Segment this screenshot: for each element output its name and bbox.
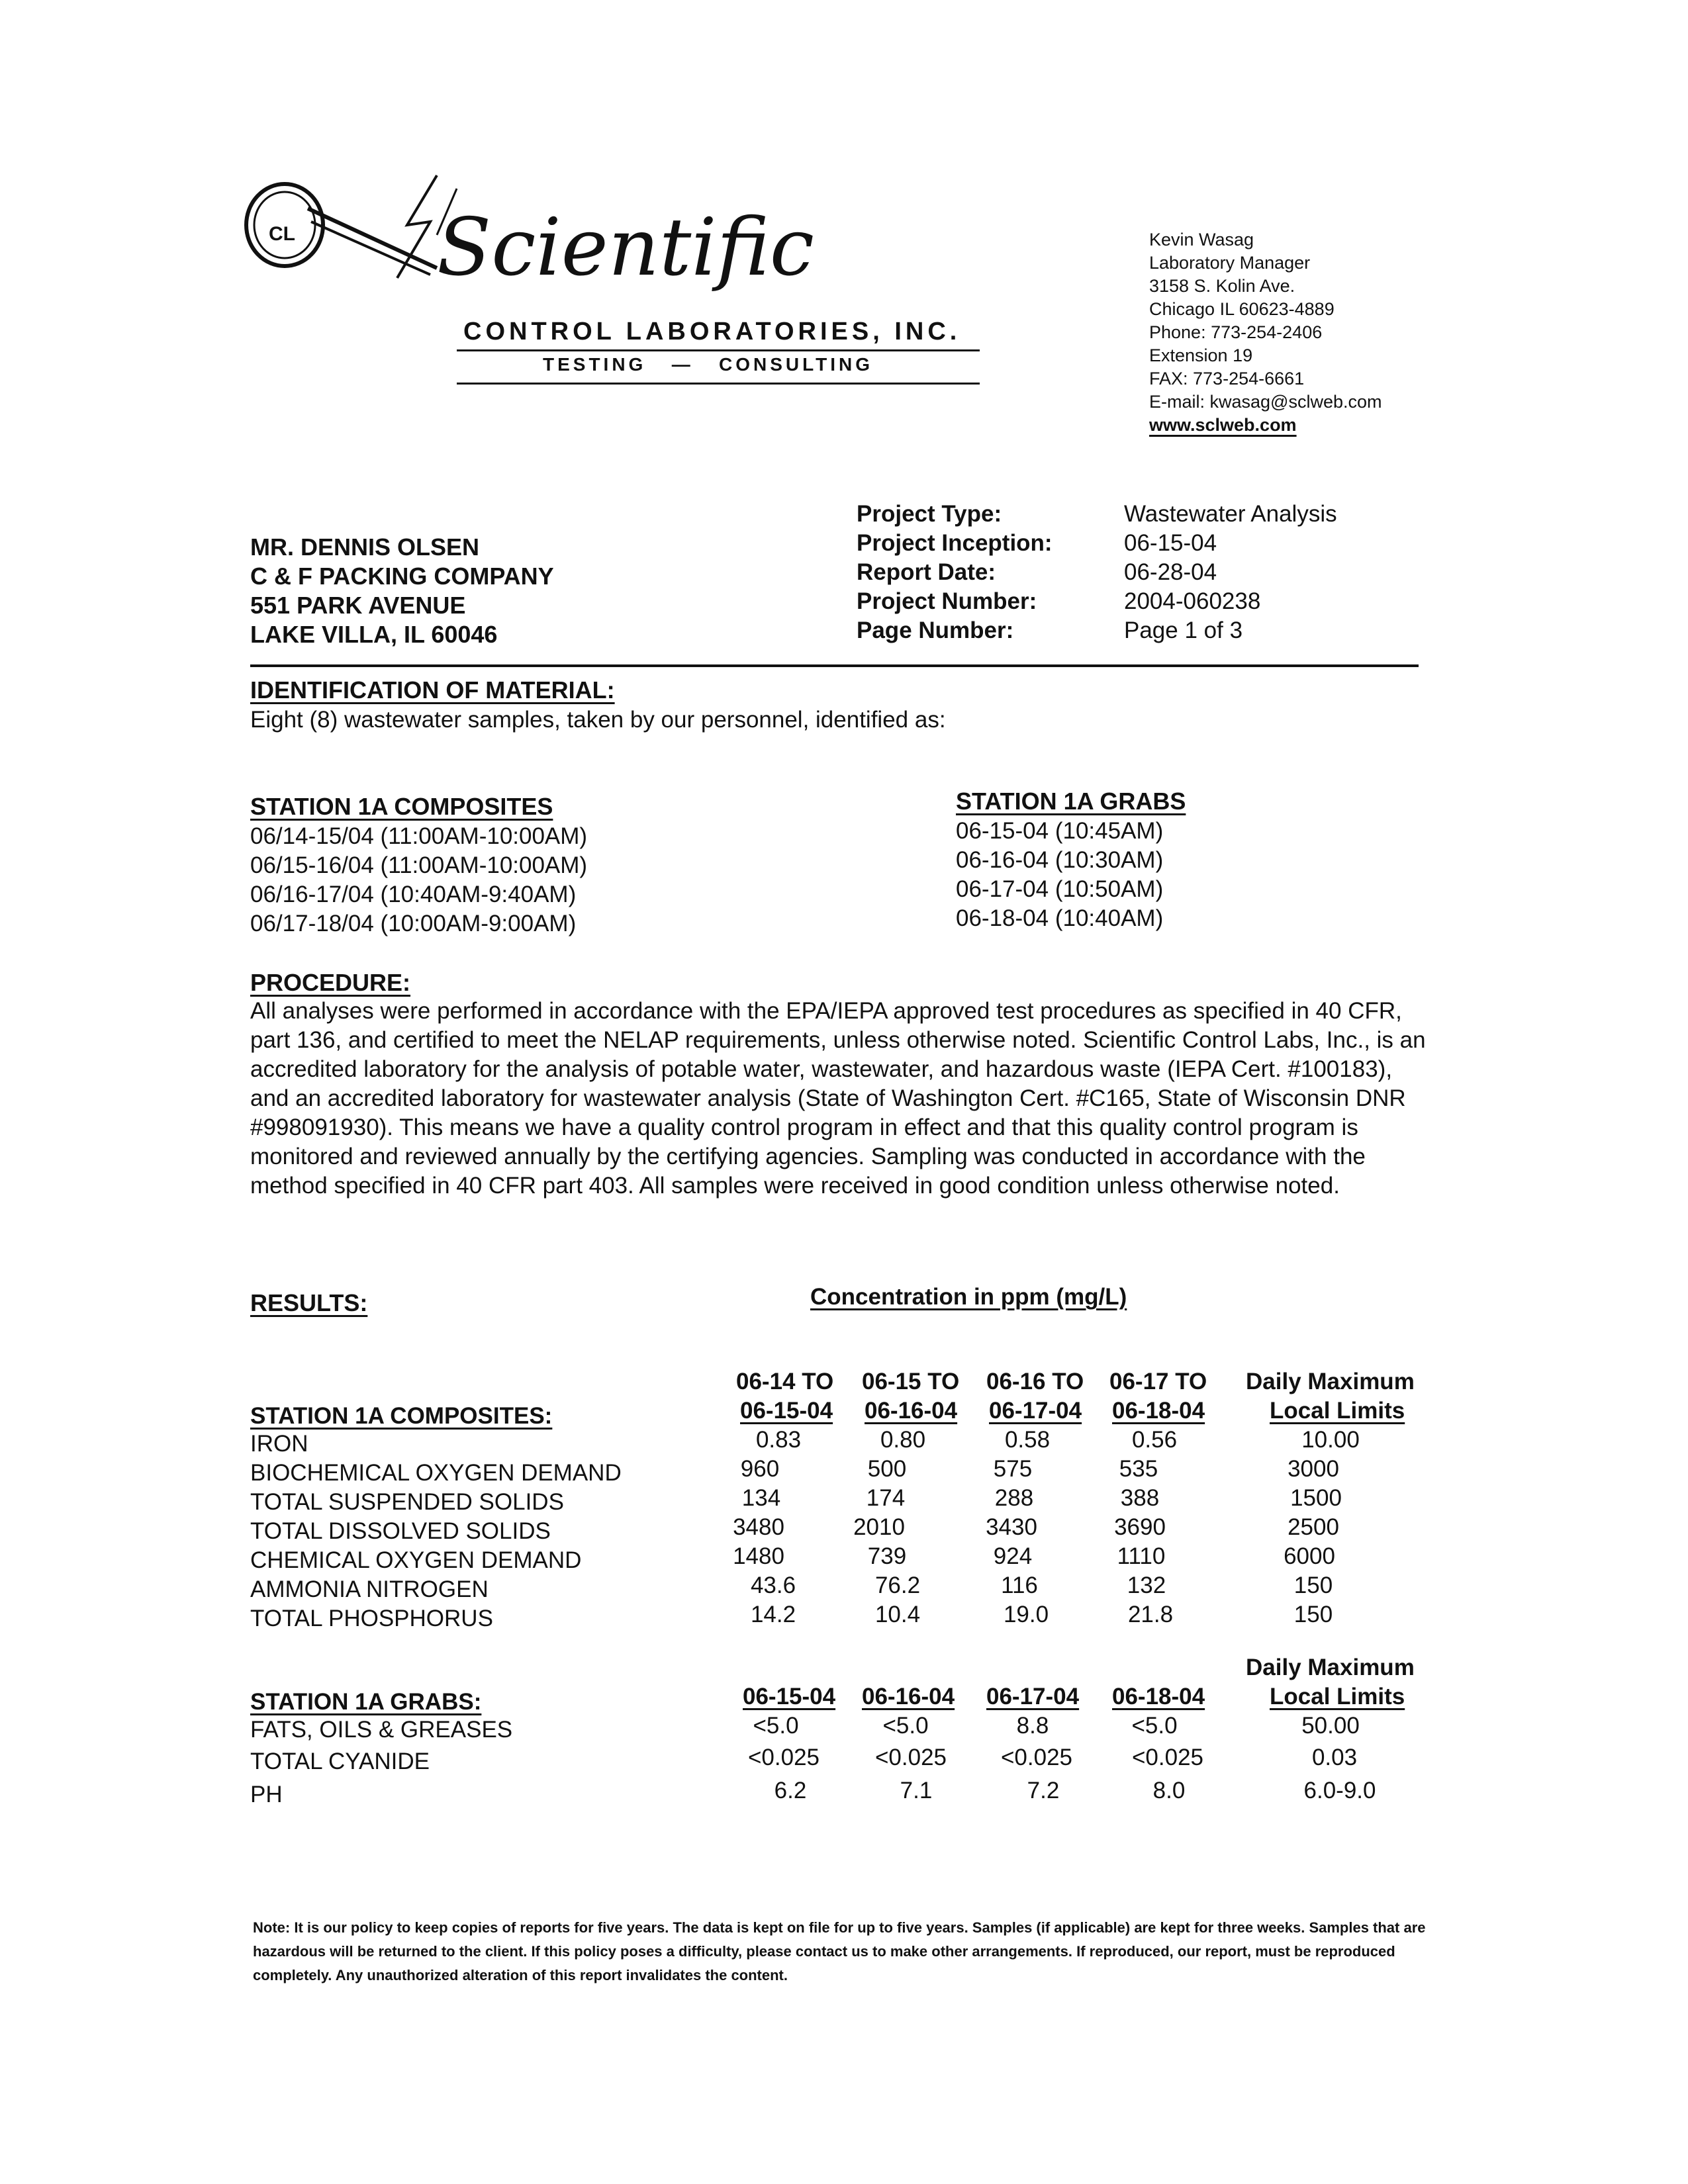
header-divider: [250, 664, 1419, 667]
table-cell: 14.2: [750, 1602, 796, 1627]
table-cell: 0.56: [1131, 1427, 1178, 1453]
project-labels: [857, 500, 1053, 645]
table-cell: 575: [993, 1456, 1033, 1482]
composites-sample-list: [250, 793, 587, 938]
table-cell: 0.58: [1004, 1427, 1051, 1453]
comp-col3-bottom: 06-17-04: [989, 1398, 1082, 1424]
table-cell: 6000: [1284, 1543, 1335, 1569]
identification-heading: IDENTIFICATION OF MATERIAL:: [250, 676, 615, 704]
table-cell: 739: [867, 1543, 907, 1569]
table-cell: <5.0: [1131, 1713, 1178, 1739]
composite-sample-4: 06/17-18/04 (10:00AM-9:00AM): [250, 911, 577, 936]
table-cell: 21.8: [1127, 1602, 1174, 1627]
table-cell: 924: [993, 1543, 1033, 1569]
row-label: AMMONIA NITROGEN: [250, 1576, 489, 1602]
client-company: C & F PACKING COMPANY: [250, 563, 554, 590]
table-cell: 1480: [733, 1543, 784, 1569]
contact-phone: Phone: 773-254-2406: [1149, 322, 1323, 342]
report-date-label: Report Date:: [857, 559, 996, 585]
table-cell: 7.2: [1027, 1778, 1060, 1803]
client-name: MR. DENNIS OLSEN: [250, 533, 480, 561]
comp-col1-top: 06-14 TO: [736, 1369, 834, 1394]
client-city: LAKE VILLA, IL 60046: [250, 621, 498, 648]
row-label: TOTAL SUSPENDED SOLIDS: [250, 1489, 564, 1515]
grabs-heading: STATION 1A GRABS: [956, 788, 1186, 815]
contact-city: Chicago IL 60623-4889: [1149, 299, 1335, 319]
row-label: IRON: [250, 1431, 308, 1457]
table-cell: 134: [741, 1485, 781, 1511]
project-number-label: Project Number:: [857, 588, 1037, 614]
row-label: PH: [250, 1782, 283, 1807]
grab-col4-head: 06-18-04: [1112, 1684, 1205, 1709]
tagline-consulting: CONSULTING: [719, 354, 874, 375]
table-cell: 3430: [986, 1514, 1037, 1540]
logo-script-text: Scientific: [437, 202, 814, 294]
grab-col3-head: 06-17-04: [986, 1684, 1080, 1709]
comp-col2-bottom: 06-16-04: [865, 1398, 958, 1424]
row-label: BIOCHEMICAL OXYGEN DEMAND: [250, 1460, 622, 1486]
project-inception-label: Project Inception:: [857, 530, 1053, 556]
table-cell: 500: [867, 1456, 907, 1482]
table-cell: 0.03: [1311, 1745, 1358, 1770]
contact-website-link[interactable]: www.sclweb.com: [1149, 415, 1297, 435]
comp-col1-bottom: 06-15-04: [740, 1398, 833, 1424]
project-values: [1124, 500, 1337, 645]
comp-col5-top: Daily Maximum: [1246, 1369, 1415, 1394]
table-cell: 10.00: [1301, 1427, 1360, 1453]
table-cell: <0.025: [874, 1745, 947, 1770]
table-cell: 535: [1119, 1456, 1158, 1482]
table-cell: 0.80: [880, 1427, 926, 1453]
table-cell: 76.2: [874, 1572, 921, 1598]
comp-col4-top: 06-17 TO: [1109, 1369, 1207, 1394]
table-cell: 388: [1120, 1485, 1160, 1511]
comp-col2-top: 06-15 TO: [862, 1369, 960, 1394]
contact-fax: FAX: 773-254-6661: [1149, 369, 1305, 388]
contact-title: Laboratory Manager: [1149, 253, 1311, 273]
table-cell: 288: [994, 1485, 1034, 1511]
company-name: CONTROL LABORATORIES, INC.: [463, 318, 961, 345]
table-cell: <0.025: [747, 1745, 820, 1770]
table-cell: 150: [1293, 1572, 1333, 1598]
row-label: TOTAL PHOSPHORUS: [250, 1606, 493, 1631]
composite-sample-1: 06/14-15/04 (11:00AM-10:00AM): [250, 823, 588, 849]
table-cell: <0.025: [1131, 1745, 1204, 1770]
project-type-value: Wastewater Analysis: [1124, 501, 1337, 527]
grab-col5-top: Daily Maximum: [1246, 1655, 1415, 1680]
table-cell: 2500: [1288, 1514, 1339, 1540]
client-address: [250, 533, 554, 649]
table-cell: 0.83: [755, 1427, 802, 1453]
company-logo: [238, 162, 1006, 400]
client-street: 551 PARK AVENUE: [250, 592, 466, 619]
report-date-value: 06-28-04: [1124, 559, 1217, 585]
row-label: TOTAL CYANIDE: [250, 1749, 430, 1774]
procedure-text: All analyses were performed in accordance with the EPA/IEPA approved test procedures as specified in 40 CFR, part 136, and certified to meet the NELAP requirements, unless otherwise noted. Scientific Control Labs, Inc., is an accredited laboratory for the analysis of potable water, wastewater, and hazardous waste (IEPA Cert. #100183), and an accredited laboratory for wastewater analysis (State of Washington Cert. #C165, State of Wisconsin DNR #998091930). This means we have a quality control program in effect and that this quality control program is monitored and reviewed annually by the certifying agencies. Sampling was conducted in accordance with the method specified in 40 CFR part 403. All samples were received in good condition unless otherwise noted.: [250, 998, 1426, 1199]
project-type-label: Project Type:: [857, 501, 1002, 527]
grab-sample-2: 06-16-04 (10:30AM): [956, 847, 1164, 873]
row-label: FATS, OILS & GREASES: [250, 1717, 513, 1743]
table-cell: 3000: [1288, 1456, 1339, 1482]
table-cell: 3690: [1114, 1514, 1166, 1540]
contact-email[interactable]: E-mail: kwasag@sclweb.com: [1149, 392, 1382, 412]
contact-name: Kevin Wasag: [1149, 230, 1254, 250]
grab-col2-head: 06-16-04: [862, 1684, 955, 1709]
table-cell: 43.6: [750, 1572, 796, 1598]
table-cell: 174: [866, 1485, 906, 1511]
tagline-testing: TESTING: [543, 354, 647, 375]
procedure-heading: PROCEDURE:: [250, 969, 411, 996]
table-cell: 10.4: [874, 1602, 921, 1627]
comp-col4-bottom: 06-18-04: [1112, 1398, 1205, 1424]
logo-initials: CL: [269, 223, 295, 245]
comp-col3-top: 06-16 TO: [986, 1369, 1084, 1394]
composite-sample-3: 06/16-17/04 (10:40AM-9:40AM): [250, 882, 577, 907]
concentration-heading: Concentration in ppm (mg/L): [810, 1284, 1127, 1310]
grab-col5-head: Local Limits: [1270, 1684, 1405, 1709]
project-number-value: 2004-060238: [1124, 588, 1261, 614]
logo-rule-top: [457, 349, 980, 351]
page-number-value: Page 1 of 3: [1124, 617, 1243, 643]
composites-table-title: STATION 1A COMPOSITES:: [250, 1403, 553, 1429]
identification-text: Eight (8) wastewater samples, taken by our personnel, identified as:: [250, 707, 946, 733]
table-cell: 6.0-9.0: [1303, 1778, 1376, 1803]
table-cell: <0.025: [1000, 1745, 1073, 1770]
project-inception-value: 06-15-04: [1124, 530, 1217, 556]
contact-block: [1149, 228, 1382, 437]
contact-extension: Extension 19: [1149, 345, 1253, 365]
table-cell: <5.0: [753, 1713, 799, 1739]
results-heading: RESULTS:: [250, 1289, 368, 1316]
table-cell: <5.0: [882, 1713, 929, 1739]
table-cell: 2010: [853, 1514, 905, 1540]
table-cell: 50.00: [1301, 1713, 1360, 1739]
comp-col5-bottom: Local Limits: [1270, 1398, 1405, 1424]
table-cell: 19.0: [1003, 1602, 1049, 1627]
contact-street: 3158 S. Kolin Ave.: [1149, 276, 1295, 296]
row-label: TOTAL DISSOLVED SOLIDS: [250, 1518, 551, 1544]
table-cell: 7.1: [900, 1778, 933, 1803]
table-cell: 1500: [1290, 1485, 1342, 1511]
table-cell: 3480: [733, 1514, 784, 1540]
tagline-dash: —: [671, 354, 694, 375]
grabs-sample-list: [956, 788, 1186, 933]
retention-policy-note: Note: It is our policy to keep copies of reports for five years. The data is kept on file for up to five years. Samples (if applicable) are kept for three weeks. Samples that are hazardous will be returned to the client. If this policy poses a difficulty, please contact us to make other arrangements. If reproduced, our report, must be reproduced completely. Any unauthorized alteration of this report invalidates the content.: [253, 1919, 1426, 1983]
grab-sample-4: 06-18-04 (10:40AM): [956, 905, 1164, 931]
table-cell: 132: [1127, 1572, 1166, 1598]
grabs-table-title: STATION 1A GRABS:: [250, 1689, 482, 1715]
grab-sample-3: 06-17-04 (10:50AM): [956, 876, 1164, 902]
logo-tagline: [543, 354, 873, 375]
grab-col1-head: 06-15-04: [743, 1684, 836, 1709]
grab-sample-1: 06-15-04 (10:45AM): [956, 818, 1164, 844]
table-cell: 8.8: [1016, 1713, 1049, 1739]
logo-rule-bottom: [457, 383, 980, 385]
composite-sample-2: 06/15-16/04 (11:00AM-10:00AM): [250, 852, 588, 878]
table-cell: 150: [1293, 1602, 1333, 1627]
page-number-label: Page Number:: [857, 617, 1014, 643]
table-cell: 960: [740, 1456, 780, 1482]
table-cell: 1110: [1117, 1543, 1166, 1569]
table-cell: 116: [1001, 1572, 1038, 1598]
table-cell: 6.2: [774, 1778, 807, 1803]
row-label: CHEMICAL OXYGEN DEMAND: [250, 1547, 582, 1573]
table-cell: 8.0: [1152, 1778, 1186, 1803]
composites-heading: STATION 1A COMPOSITES: [250, 793, 553, 820]
